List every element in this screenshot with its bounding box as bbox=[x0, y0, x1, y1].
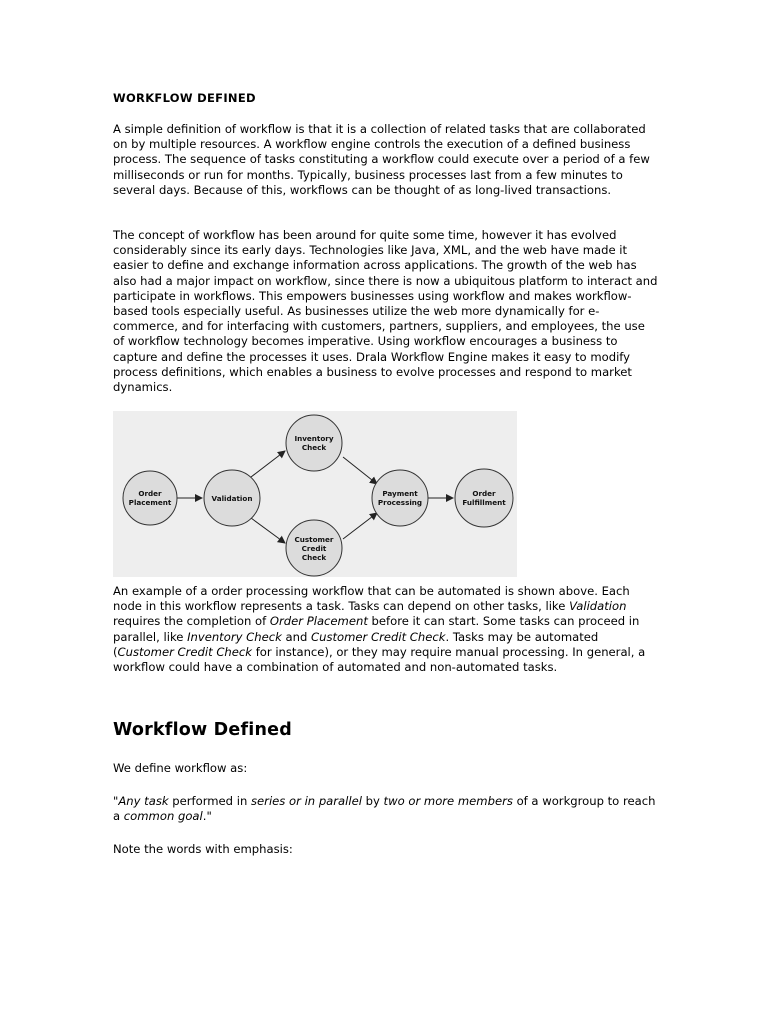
example-emphasis-customer-credit-check: Customer Credit Check bbox=[311, 629, 446, 644]
example-text-1: An example of a order processing workflow that can be automated is shown above. Each node in this workflow represents a task. Tasks can depend on other tasks, like bbox=[113, 584, 630, 614]
node-customer-credit-check-line-1: Customer bbox=[294, 535, 334, 544]
quote-emphasis-two-or-more-members: two or more members bbox=[383, 794, 513, 808]
edge-validation-to-inventory-check bbox=[251, 451, 285, 477]
quote-emphasis-any-task: Any task bbox=[118, 794, 169, 808]
quote-text-2: by bbox=[361, 794, 384, 808]
node-order-fulfillment-line-1: Order bbox=[472, 489, 496, 498]
quote-text-1: performed in bbox=[168, 794, 251, 808]
node-customer-credit-check bbox=[286, 520, 342, 576]
edge-customer-credit-check-to-payment-processing bbox=[343, 513, 377, 539]
example-text-2: requires the completion of bbox=[113, 614, 270, 629]
workflow-diagram-svg bbox=[113, 411, 517, 577]
example-text-5: . Tasks may be automated ( bbox=[113, 629, 599, 659]
workflow-diagram bbox=[113, 411, 517, 577]
node-validation bbox=[204, 470, 260, 526]
example-emphasis-order-placement: Order Placement bbox=[269, 614, 368, 629]
node-inventory-check-line-1: Inventory bbox=[294, 434, 334, 443]
quote-text-3: of a workgroup to reach a bbox=[113, 794, 656, 824]
definition-quote bbox=[113, 794, 658, 824]
example-text-4: and bbox=[281, 629, 311, 644]
quote-emphasis-series-or-parallel: series or in parallel bbox=[251, 794, 362, 808]
example-text-3: before it can start. Some tasks can proceed in parallel, like bbox=[113, 614, 640, 644]
node-inventory-check-line-2: Check bbox=[301, 443, 327, 452]
node-order-fulfillment bbox=[455, 469, 513, 527]
example-emphasis-customer-credit-check-2: Customer Credit Check bbox=[117, 644, 253, 659]
node-customer-credit-check-line-2: Credit bbox=[301, 544, 327, 553]
node-payment-processing bbox=[372, 470, 428, 526]
define-intro: We define workflow as: bbox=[113, 761, 248, 775]
edge-validation-to-customer-credit-check bbox=[251, 518, 285, 543]
example-emphasis-inventory-check: Inventory Check bbox=[187, 629, 282, 644]
node-order-fulfillment-line-2: Fulfillment bbox=[462, 498, 506, 507]
node-payment-processing-line-1: Payment bbox=[382, 489, 418, 498]
concept-paragraph: The concept of workflow has been around for quite some time, however it has evolved considerably since its early days. Technologies like Java, XML, and the web have made it easier to define and exchange information across applications. The growth of the web has also had a major impact on workflow, since there is now a ubiquitous platform to interact and participate in workflows. This empowers businesses using workflow and makes workflow-based tools especially useful. As businesses utilize the web more dynamically for e-commerce, and for interfacing with customers, partners, suppliers, and employees, the use of workflow technology becomes imperative. Using workflow encourages a business to capture and define the processes it uses. Drala Workflow Engine makes it easy to modify process definitions, which enables a business to evolve processes and respond to market dynamics. bbox=[113, 228, 658, 395]
node-payment-processing-line-2: Processing bbox=[377, 498, 423, 507]
quote-emphasis-common-goal: common goal bbox=[123, 809, 203, 824]
example-paragraph bbox=[113, 584, 658, 675]
quote-open: " bbox=[113, 794, 119, 808]
node-customer-credit-check-line-3: Check bbox=[301, 553, 327, 562]
node-inventory-check bbox=[286, 415, 342, 471]
intro-paragraph: A simple definition of workflow is that it is a collection of related tasks that are collaborated on by multiple resources. A workflow engine controls the execution of a defined business process. The sequence of tasks constituting a workflow could execute over a period of a few milliseconds or run for months. Typically, business processes last from a few minutes to several days. Because of this, workflows can be thought of as long-lived transactions. bbox=[113, 122, 650, 197]
note-text: Note the words with emphasis: bbox=[113, 842, 293, 856]
node-order-placement-line-2: Placement bbox=[128, 498, 172, 507]
node-order-placement bbox=[123, 471, 177, 525]
edge-inventory-check-to-payment-processing bbox=[343, 457, 377, 484]
section-heading: WORKFLOW DEFINED bbox=[113, 91, 256, 105]
node-validation-line-1: Validation bbox=[211, 494, 253, 503]
example-emphasis-validation: Validation bbox=[569, 599, 627, 614]
quote-close: ." bbox=[202, 809, 212, 824]
subheading: Workflow Defined bbox=[113, 720, 292, 740]
node-order-placement-line-1: Order bbox=[138, 489, 162, 498]
example-text-6: for instance), or they may require manual processing. In general, a workflow could have a combination of automated and non-automated tasks. bbox=[113, 644, 646, 675]
